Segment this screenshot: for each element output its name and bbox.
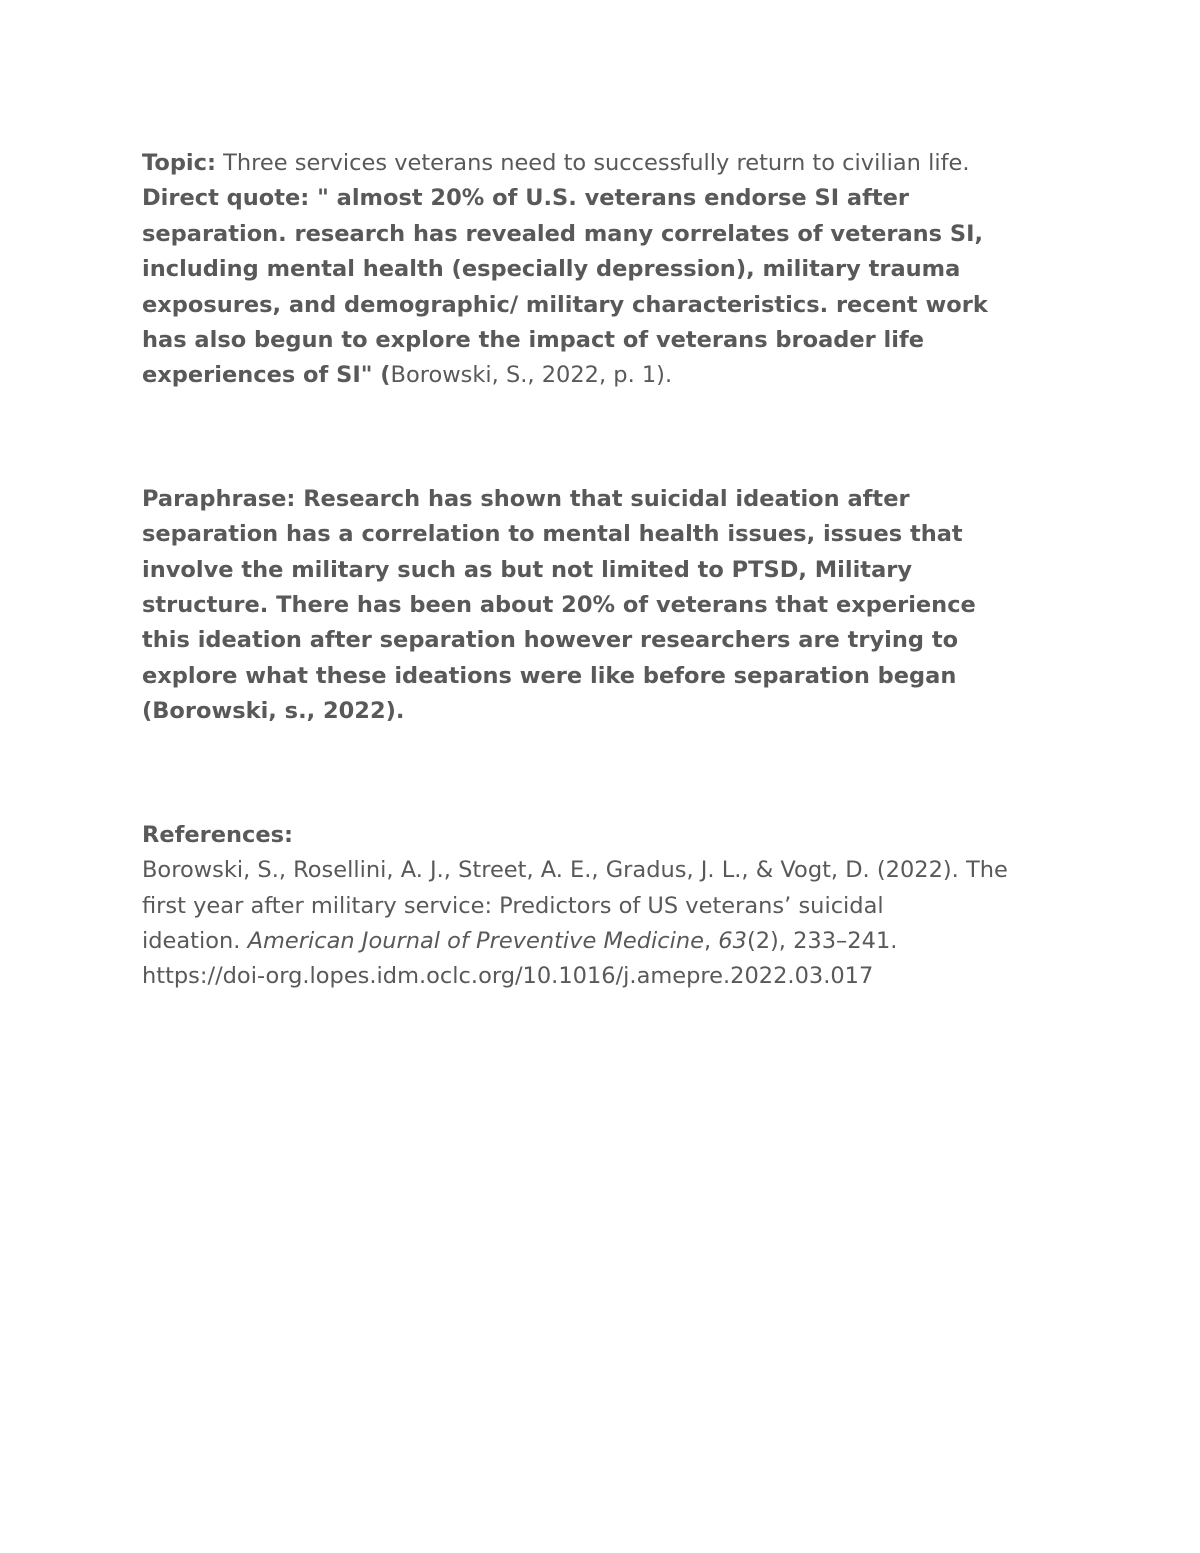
doi-link[interactable]: https://doi-org.lopes.idm.oclc.org/10.1016/j.amepre.2022.03.017: [142, 963, 874, 990]
direct-quote-line: including mental health (especially depression), military trauma: [142, 256, 961, 283]
reference-line: [142, 924, 1082, 959]
journal-title: American Journal of Preventive Medicine: [247, 927, 704, 954]
topic-text: Three services veterans need to successfully return to civilian life.: [215, 150, 970, 176]
paraphrase-block: [142, 482, 1082, 730]
blank-space: [142, 394, 1082, 482]
topic-and-quote-block: [142, 146, 1082, 394]
topic-line: [142, 146, 1082, 181]
topic-label: Topic:: [142, 150, 216, 176]
reference-text: ,: [703, 927, 719, 954]
journal-volume: 63: [718, 927, 747, 954]
direct-quote-line: Direct quote: " almost 20% of U.S. veterans endorse SI after: [142, 185, 909, 212]
reference-text: (2), 233–241.: [746, 927, 898, 954]
paraphrase-line: this ideation after separation however researchers are trying to: [142, 627, 959, 654]
references-block: [142, 818, 1082, 995]
direct-quote-line: has also begun to explore the impact of veterans broader life: [142, 327, 925, 354]
paraphrase-line: involve the military such as but not limited to PTSD, Military: [142, 556, 913, 583]
paraphrase-line: Paraphrase: Research has shown that suicidal ideation after: [142, 485, 910, 512]
reference-line: first year after military service: Predictors of US veterans’ suicidal: [142, 892, 884, 919]
paraphrase-line: structure. There has been about 20% of veterans that experience: [142, 592, 976, 619]
paraphrase-line: separation has a correlation to mental health issues, issues that: [142, 521, 963, 548]
direct-quote-line: exposures, and demographic/ military characteristics. recent work: [142, 291, 988, 318]
paraphrase-line: explore what these ideations were like before separation began: [142, 662, 957, 689]
direct-quote-citation: Borowski, S., 2022, p. 1).: [390, 362, 673, 389]
document-page: [142, 146, 1082, 995]
blank-space: [142, 730, 1082, 818]
references-heading: References:: [142, 821, 293, 848]
direct-quote-line: separation. research has revealed many correlates of veterans SI,: [142, 220, 984, 247]
paraphrase-line: (Borowski, s., 2022).: [142, 698, 405, 725]
direct-quote-end: experiences of SI" (: [142, 362, 391, 389]
direct-quote-last-line: [142, 358, 1082, 393]
reference-text: ideation.: [142, 927, 248, 954]
reference-line: Borowski, S., Rosellini, A. J., Street, A. E., Gradus, J. L., & Vogt, D. (2022). The: [142, 857, 1008, 884]
